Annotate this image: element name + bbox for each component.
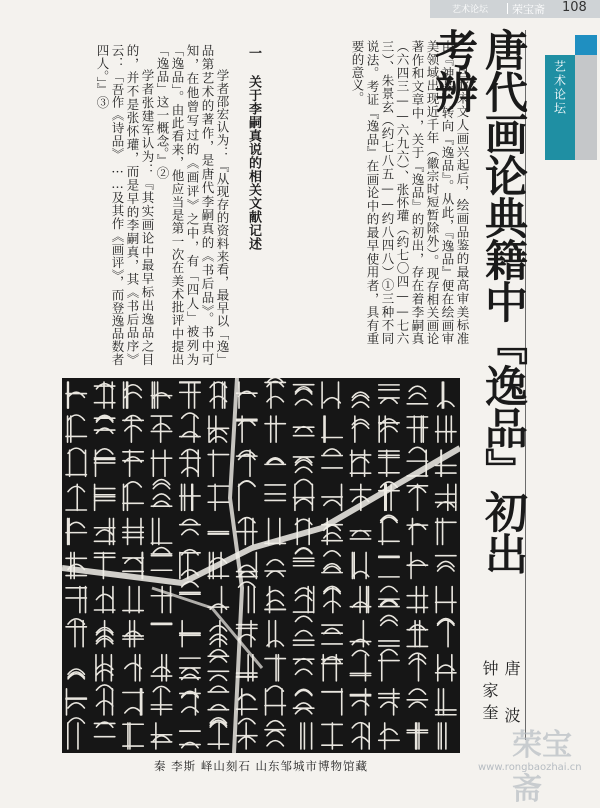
intro-paragraph <box>300 40 470 345</box>
section-body <box>60 44 230 366</box>
rubbing-glyph <box>151 623 171 624</box>
stone-rubbing-image <box>62 378 460 753</box>
rubbing-illustration <box>62 378 460 753</box>
article-author: 唐 波 钟家奎 <box>480 660 521 729</box>
article-title: 唐代画论典籍中『逸品』初出考辨 <box>428 28 528 574</box>
section-heading: 一 关于李嗣真说的相关文献记述 <box>246 46 261 251</box>
intro-text: 自北宋文人画兴起后，绘画品鉴的最高审美标准由『神品』转向『逸品』。从此，『逸品』便在绘画审美领域出现近千年（徽宗时短暂除外）。现存相关画论著作和文章中，关于『逸品』的初出，存在着李嗣真（六四三——六九六）、张怀瓘（约七〇四——七六三）、朱景玄（约七八五——约八四八）①三种不同说法。考证『逸品』在画论中的最早使用者，具有重要的意义。 <box>350 40 470 345</box>
section-badge-label: 艺术论坛 <box>552 60 567 116</box>
header-divider <box>507 3 508 14</box>
header-magazine-name: 荣宝斋 <box>512 3 545 16</box>
page-number: 108 <box>562 0 587 15</box>
section-paragraph-1: 学者邵宏认为：『从现存的资料来看，最早以「逸」品第艺术的著作，是唐代李嗣真的《书后品》。书中可知，在他曾写过的《画评》之中，有「四人」被列为「逸品」。由此看来，他应当是第一次在美术批评中提出「逸品」这一概念。』② <box>155 44 230 366</box>
watermark-url: www.rongbaozhai.cn <box>478 762 582 773</box>
header-column-name: 艺术论坛 <box>452 5 489 15</box>
watermark-text: 荣宝斋 <box>512 728 572 807</box>
section-badge-shadow <box>575 55 597 160</box>
section-badge-accent <box>575 35 597 55</box>
figure-caption: 秦 李斯 峄山刻石 山东邹城市博物馆藏 <box>154 759 368 773</box>
section-paragraph-2: 学者张建军认为：『其实画论中最早标出逸品之目的，并不是张怀瓘，而是早的李嗣真，其《书后品序》云：「吾作《诗品》……及其作《画评》，而登逸品数者四人。」』③ <box>95 44 155 366</box>
watermark <box>470 720 600 807</box>
